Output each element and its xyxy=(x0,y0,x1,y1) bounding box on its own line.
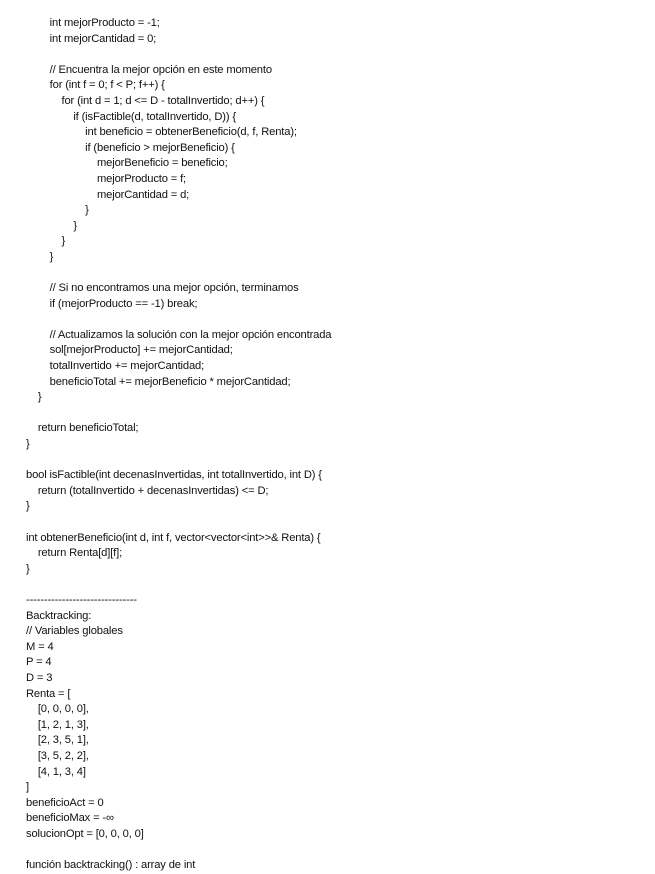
text-line: int beneficio = obtenerBeneficio(d, f, Renta); xyxy=(26,126,297,139)
text-line: mejorCantidad = d; xyxy=(26,188,190,201)
text-line xyxy=(26,312,646,328)
text-line xyxy=(26,453,646,469)
text-line: } xyxy=(26,438,30,451)
text-line: D = 3 xyxy=(26,671,53,684)
text-line: P = 4 xyxy=(26,656,52,669)
text-line: int mejorProducto = -1; xyxy=(26,17,160,29)
text-line: int obtenerBeneficio(int d, int f, vector<vector<int>>& Renta) { xyxy=(26,531,321,544)
text-line: beneficioMax = -∞ xyxy=(26,812,114,825)
text-line: // Variables globales xyxy=(26,625,123,638)
text-line: for (int f = 0; f < P; f++) { xyxy=(26,79,165,92)
text-line: } xyxy=(26,219,77,232)
text-line: } xyxy=(26,500,30,513)
text-line: bool isFactible(int decenasInvertidas, int totalInvertido, int D) { xyxy=(26,469,322,482)
text-line: int mejorCantidad = 0; xyxy=(26,32,157,45)
text-line: [2, 3, 5, 1], xyxy=(26,734,89,747)
text-line: totalInvertido += mejorCantidad; xyxy=(26,360,205,373)
text-line: } xyxy=(26,204,89,217)
text-line: return beneficioTotal; xyxy=(26,422,139,435)
text-line: Renta = [ xyxy=(26,687,71,700)
text-line: if (mejorProducto == -1) break; xyxy=(26,297,198,310)
text-line: mejorProducto = f; xyxy=(26,172,187,185)
text-line: return Renta[d][f]; xyxy=(26,547,123,560)
text-line: // Encuentra la mejor opción en este momento xyxy=(26,63,272,76)
text-line: [0, 0, 0, 0], xyxy=(26,703,89,716)
text-line: return (totalInvertido + decenasInvertidas) <= D; xyxy=(26,484,269,497)
text-line: ------------------------------- xyxy=(26,593,137,606)
text-line: sol[mejorProducto] += mejorCantidad; xyxy=(26,344,233,357)
text-line xyxy=(26,266,646,282)
text-line: for (int d = 1; d <= D - totalInvertido; d++) { xyxy=(26,94,265,107)
text-line: [1, 2, 1, 3], xyxy=(26,718,89,731)
text-line: [4, 1, 3, 4] xyxy=(26,765,86,778)
text-line: mejorBeneficio = beneficio; xyxy=(26,157,228,170)
document-text xyxy=(26,16,646,874)
text-line: solucionOpt = [0, 0, 0, 0] xyxy=(26,827,144,840)
text-line: if (beneficio > mejorBeneficio) { xyxy=(26,141,235,154)
text-line: ] xyxy=(26,781,29,794)
text-line: función backtracking() : array de int xyxy=(26,859,196,872)
text-line: M = 4 xyxy=(26,640,54,653)
text-line: // Si no encontramos una mejor opción, terminamos xyxy=(26,282,299,295)
text-line: [3, 5, 2, 2], xyxy=(26,749,89,762)
text-line: // Actualizamos la solución con la mejor opción encontrada xyxy=(26,328,332,341)
text-line: beneficioAct = 0 xyxy=(26,796,104,809)
text-line xyxy=(26,842,646,858)
text-line xyxy=(26,406,646,422)
text-line: beneficioTotal += mejorBeneficio * mejorCantidad; xyxy=(26,375,291,388)
text-line: } xyxy=(26,391,42,404)
text-line: } xyxy=(26,562,30,575)
text-line xyxy=(26,515,646,531)
text-line xyxy=(26,577,646,593)
text-line xyxy=(26,47,646,63)
text-line: } xyxy=(26,250,54,263)
text-line: } xyxy=(26,235,66,248)
text-line: Backtracking: xyxy=(26,609,92,622)
text-line: if (isFactible(d, totalInvertido, D)) { xyxy=(26,110,236,123)
